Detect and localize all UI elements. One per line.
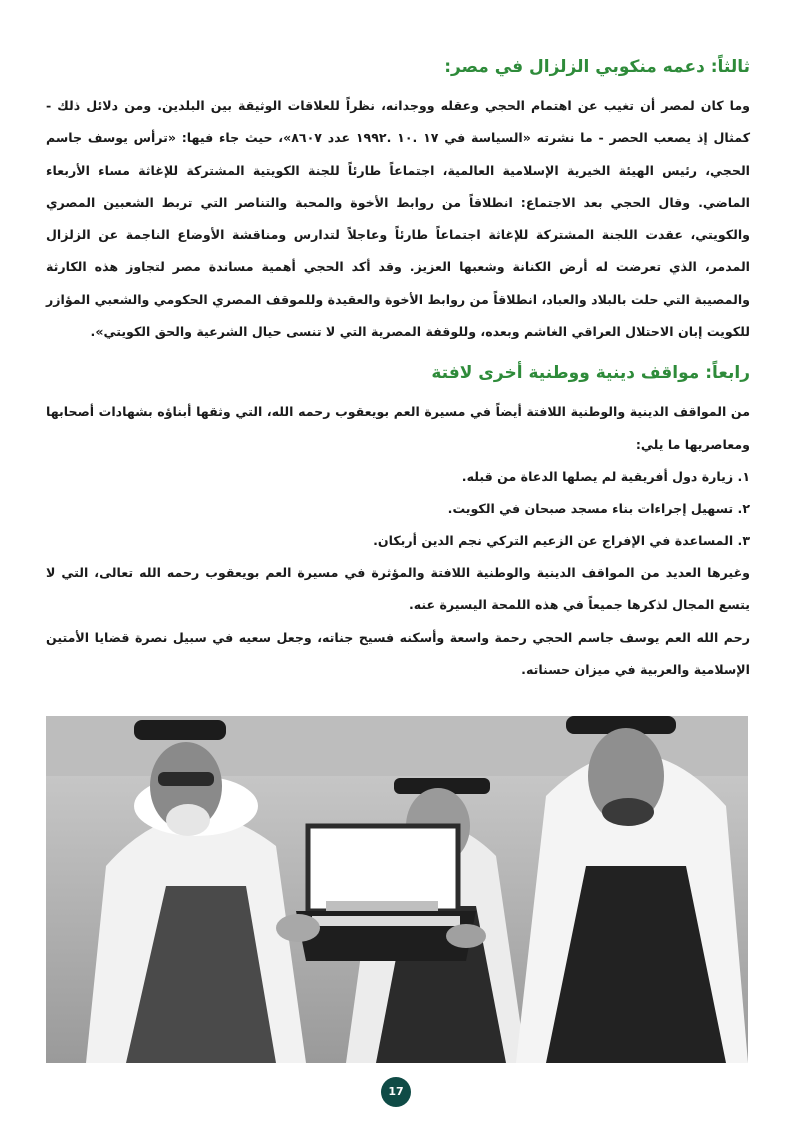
section4-intro: من المواقف الدينية والوطنية اللافتة أيضاً في مسيرة العم بويعقوب رحمه الله، التي وثقها أبناؤه بشهادات أصحابها ومعاصريها ما يلي: <box>46 404 750 452</box>
ceremony-photo <box>46 716 748 1063</box>
ceremony-photo-illustration <box>46 716 748 1063</box>
article-body <box>46 52 750 686</box>
list-item-2: ٢. تسهيل إجراءات بناء مسجد صبحان في الكويت. <box>447 500 750 516</box>
list-item-1: ١. زيارة دول أفريقية لم يصلها الدعاة من قبله. <box>461 468 750 484</box>
page-number-badge: 17 <box>381 1077 411 1107</box>
section4-heading: رابعاً: مواقف دينية ووطنية أخرى لافتة <box>431 363 750 384</box>
section3-paragraph: وما كان لمصر أن تغيب عن اهتمام الحجي وعقله ووجدانه، نظراً للعلاقات الوثيقة بين البلدين. ومن دلائل ذلك - كمثال إذ يصعب الحصر - ما نشرته «السياسة في ١٧ .١٠ .١٩٩٢ عدد ٨٦٠٧»، حيث جاء فيها: «ترأس يوسف جاسم الحجي، رئيس الهيئة الخيرية الإسلامية العالمية، اجتماعاً طارئاً للجنة الكويتية المشتركة للإغاثة مساء الأربعاء الماضي. وقال الحجي بعد الاجتماع: انطلاقاً من روابط الأخوة والمحبة والتناصر التي تربط الشعبين المصري والكويتي، عقدت اللجنة المشتركة للإغاثة اجتماعاً طارئاً وعاجلاً لتدارس ومناقشة الأوضاع الناجمة عن الزلزال المدمر، الذي تعرضت له أرض الكنانة وشعبها العزيز. وقد أكد الحجي أهمية مساندة مصر لتجاوز هذه الكارثة والمصيبة التي حلت بالبلاد والعباد، انطلاقاً من روابط الأخوة والعقيدة وللموقف المصري الحكومي والشعبي المؤازر للكويت إبان الاحتلال العراقي الغاشم وبعده، وللوقفة المصرية التي لا تنسى حيال الشرعية والحق الكويتي». <box>46 98 751 340</box>
list-item-3: ٣. المساعدة في الإفراج عن الزعيم التركي نجم الدين أربكان. <box>373 532 750 548</box>
section4-paragraph3: رحم الله العم يوسف جاسم الحجي رحمة واسعة وأسكنه فسيح جناته، وجعل سعيه في سبيل نصرة قضايا الأمتين الإسلامية والعربية في ميزان حسناته. <box>46 629 750 677</box>
section3-heading: ثالثاً: دعمه منكوبي الزلزال في مصر: <box>444 57 750 77</box>
section4-paragraph2: وغيرها العديد من المواقف الدينية والوطنية اللافتة والمؤثرة في مسيرة العم بويعقوب رحمه الله تعالى، التي لا يتسع المجال لذكرها جميعاً في هذه اللمحة اليسيرة عنه. <box>46 564 750 613</box>
